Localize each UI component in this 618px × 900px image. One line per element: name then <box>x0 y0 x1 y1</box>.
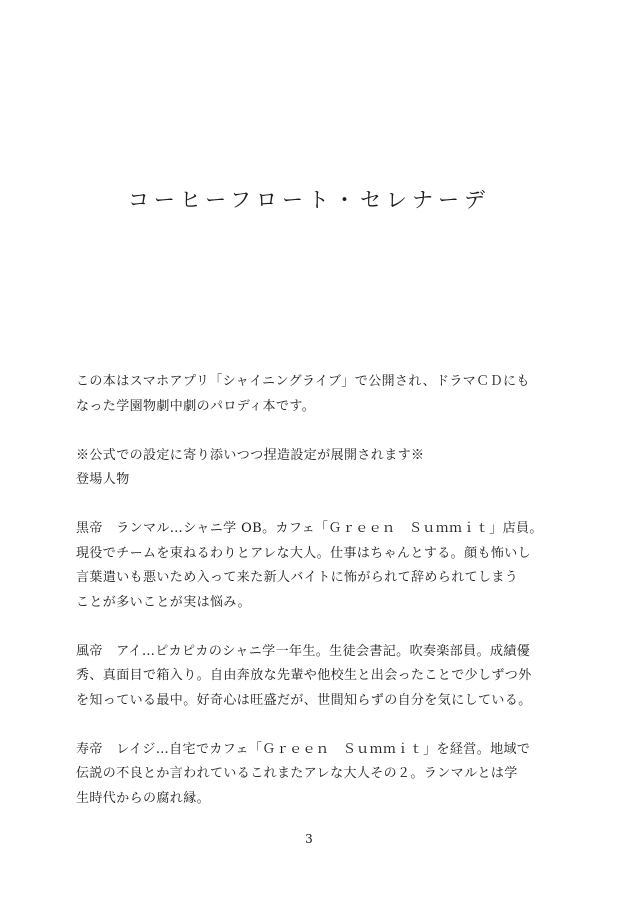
page-title: コーヒーフロート・セレナーデ <box>127 188 491 213</box>
intro-line: なった学園物劇中劇のパロディ本です。 <box>76 398 316 414</box>
character-ai <box>76 640 546 714</box>
intro-paragraph <box>76 370 546 419</box>
character-line: 言葉遣いも悪いため入って来た新人バイトに怖がられて辞められてしまう <box>76 570 519 585</box>
character-line: を知っている最中。好奇心は旺盛だが、世間知らずの自分を気にしている。 <box>76 692 532 708</box>
character-line: 秀、真面目で箱入り。自由奔放な先輩や他校生と出会ったことで少しずつ外 <box>76 668 532 683</box>
spacer <box>76 615 546 640</box>
character-reiji <box>76 738 546 812</box>
notice-line: ※公式での設定に寄り添いつつ捏造設定が展開されます※ <box>76 447 425 463</box>
character-line: 寿帝 レイジ…自宅でカフェ「Ｇｒｅｅｎ Ｓｕｍｍｉｔ」を経営。地域で <box>76 741 531 757</box>
notice-paragraph <box>76 444 546 493</box>
character-line: 黒帝 ランマル…シャニ学 OB。カフェ「Ｇｒｅｅｎ Ｓｕｍｍｉｔ」店員。 <box>76 521 543 536</box>
character-ranmaru <box>76 517 546 615</box>
spacer <box>76 493 546 518</box>
character-line: ことが多いことが実は悩み。 <box>76 594 251 610</box>
spacer <box>76 419 546 444</box>
character-line: 伝説の不良とか言われているこれまたアレな大人その２。ランマルとは学 <box>76 766 518 781</box>
intro-line: この本はスマホアプリ「シャイニングライブ」で公開され、ドラマＣＤにも <box>76 374 530 389</box>
document-body <box>76 370 546 811</box>
character-line: 現役でチームを束ねるわりとアレな大人。仕事はちゃんとする。顔も怖いし <box>76 545 532 561</box>
character-line: 生時代からの腐れ縁。 <box>76 790 211 806</box>
page-number: 3 <box>305 832 313 846</box>
character-line: 風帝 アイ…ピカピカのシャニ学一年生。生徒会書記。吹奏楽部員。成績優 <box>76 643 531 659</box>
characters-heading: 登場人物 <box>76 472 130 487</box>
spacer <box>76 713 546 738</box>
